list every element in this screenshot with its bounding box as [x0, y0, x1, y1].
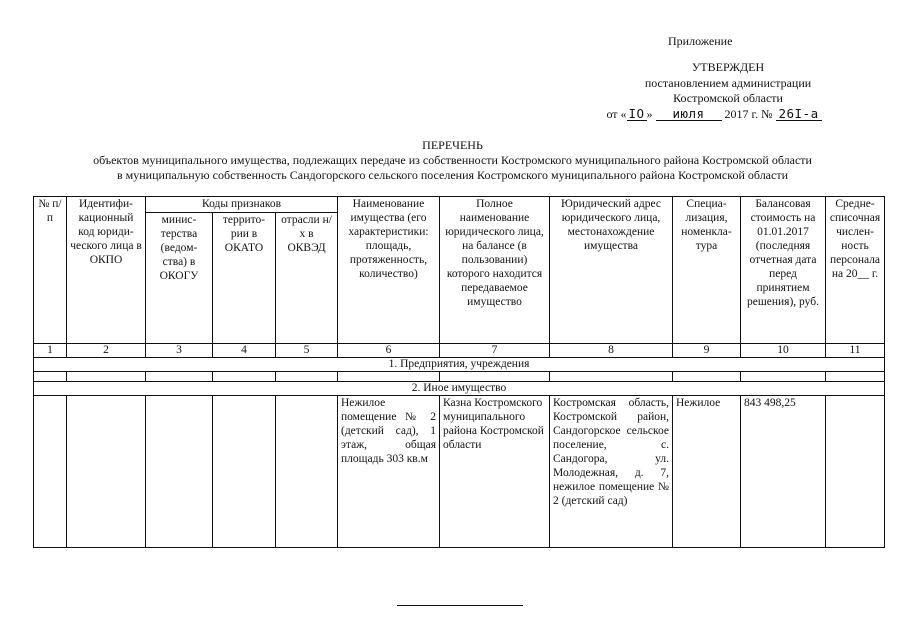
column-number: 10	[741, 344, 826, 358]
column-number: 9	[673, 344, 741, 358]
property-name-cell: Нежилое помещение № 2 (детский сад), 1 этаж, общая площадь 303 кв.м	[338, 396, 440, 548]
resolution-line-1: постановлением администрации	[644, 75, 812, 90]
resolution-date-line	[580, 107, 848, 123]
section-other-property: 2. Иное имущество	[34, 382, 885, 396]
document-subtitle-2: в муниципальную собственность Сандогорского сельского поселения Костромского муниципального района Костромской области	[117, 168, 788, 182]
document-title: ПЕРЕЧЕНЬ	[422, 138, 483, 152]
column-number: 5	[276, 344, 338, 358]
header-balance: Балансовая стоимость на 01.01.2017 (последняя отчетная дата перед принятием решения), руб.	[741, 197, 826, 344]
column-number: 4	[213, 344, 276, 358]
header-okato: террито-рии в ОКАТО	[213, 213, 276, 344]
resolution-line-2: Костромской области	[673, 91, 783, 105]
property-table	[33, 196, 885, 548]
approved-label: УТВЕРЖДЕН	[691, 60, 765, 74]
header-address: Юридический адрес юридического лица, местонахождение имущества	[550, 197, 673, 344]
column-numbers-row	[34, 344, 885, 358]
section-enterprises: 1. Предприятия, учреждения	[34, 358, 885, 372]
header-num: № п/п	[34, 197, 67, 344]
header-okogu: минис-терства (ведом-ства) в ОКОГУ	[146, 213, 213, 344]
resolution-year: 2017 г. №	[724, 106, 773, 121]
property-balance-cell: 843 498,25	[741, 396, 826, 548]
header-staff: Средне-списочная числен-ность персонала на 20__ г.	[826, 197, 885, 344]
header-spec: Специа-лизация, номенкла-тура	[673, 197, 741, 344]
property-spec-cell: Нежилое	[673, 396, 741, 548]
column-number: 7	[440, 344, 550, 358]
column-number: 6	[338, 344, 440, 358]
header-codes: Коды признаков	[146, 197, 338, 213]
resolution-day: IO	[628, 105, 645, 121]
column-number: 8	[550, 344, 673, 358]
resolution-month: июля	[656, 107, 722, 121]
property-holder-cell: Казна Костромского муниципального района Костромской области	[440, 396, 550, 548]
column-number: 3	[146, 344, 213, 358]
header-okved: отрасли н/х в ОКВЭД	[276, 213, 338, 344]
table-row	[34, 396, 885, 548]
resolution-number: 26I-а	[776, 107, 822, 121]
approval-block	[580, 60, 848, 122]
empty-row	[34, 372, 885, 382]
header-name: Наименование имущества (его характеристики: площадь, протяженность, количество)	[338, 197, 440, 344]
column-number: 1	[34, 344, 67, 358]
appendix-label: Приложение	[668, 34, 733, 48]
column-number: 11	[826, 344, 885, 358]
header-holder: Полное наименование юридического лица, на балансе (в пользовании) которого находится передаваемое имущество	[440, 197, 550, 344]
date-mid: »	[646, 106, 653, 121]
date-prefix: от «	[606, 106, 627, 121]
property-address-cell: Костромская область, Костромской район, Сандогорское сельское поселение, с. Сандогора, ул. Молодежная, д. 7, нежилое помещение № 2 (детский сад)	[550, 396, 673, 548]
column-number: 2	[67, 344, 146, 358]
header-okpo: Идентифи-кационный код юриди-ческого лица в ОКПО	[67, 197, 146, 344]
document-subtitle-1: объектов муниципального имущества, подлежащих передаче из собственности Костромского муниципального района Костромской области	[93, 153, 812, 167]
signature-line	[397, 605, 523, 606]
